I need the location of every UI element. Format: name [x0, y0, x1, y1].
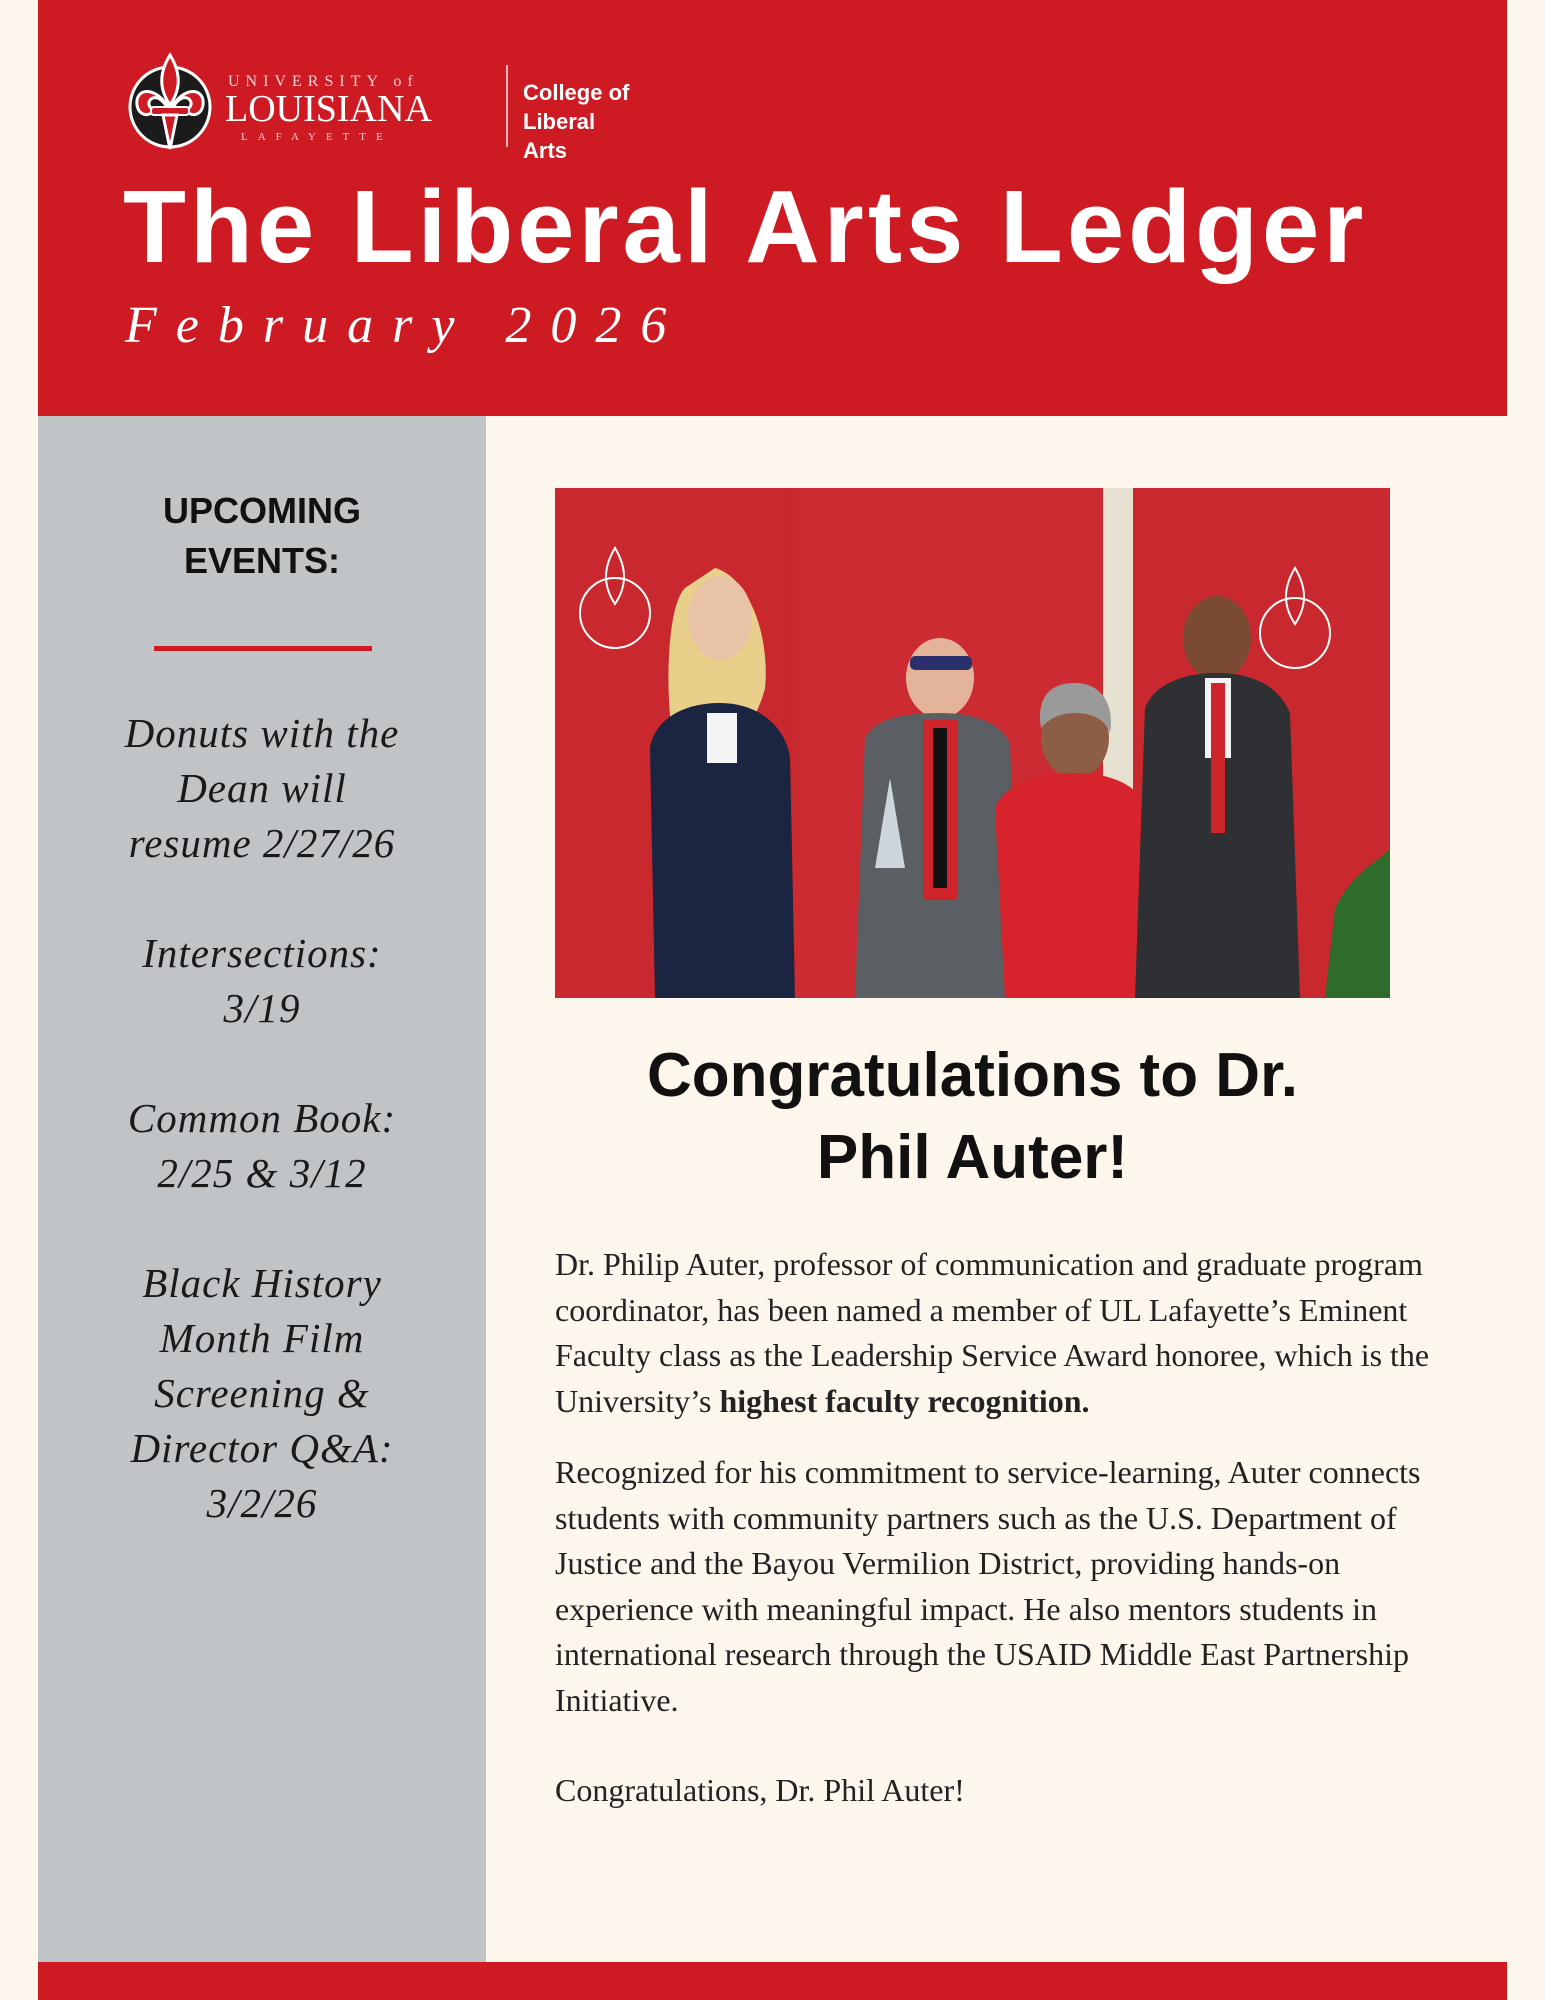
- upcoming-events-sidebar: [38, 416, 486, 1962]
- college-line-1: College of: [523, 80, 630, 105]
- event-line: 3/2/26: [206, 1480, 318, 1526]
- masthead: [38, 0, 1507, 416]
- paragraph-text: Dr. Philip Auter, professor of communication and graduate program coordinator, has been named a member of UL Lafayette’s Eminent Faculty class as the Leadership Service Award honoree, which is the University’s: [555, 1246, 1430, 1419]
- fleur-de-lis-icon: [123, 45, 218, 157]
- event-line: 2/25 & 3/12: [157, 1150, 367, 1196]
- event-item: [38, 926, 486, 1036]
- event-line: 3/19: [223, 985, 301, 1031]
- event-line: Dean will: [177, 765, 347, 811]
- paragraph-bold-text: highest faculty recognition.: [719, 1382, 1090, 1419]
- event-line: Month Film: [159, 1315, 365, 1361]
- logo-university-top: UNIVERSITY of: [228, 73, 419, 90]
- award-photo-illustration: [555, 488, 1390, 998]
- event-item: [38, 1091, 486, 1201]
- logo-college: [523, 78, 643, 165]
- college-line-2: Liberal Arts: [523, 109, 596, 163]
- logo-divider: [506, 65, 508, 147]
- event-item: [38, 1256, 486, 1531]
- footer-bar: [38, 1962, 1507, 2000]
- event-line: Donuts with the: [124, 710, 400, 756]
- event-line: Director Q&A:: [130, 1425, 394, 1471]
- event-line: Black History: [142, 1260, 382, 1306]
- article-title: [555, 1035, 1390, 1199]
- article-paragraph-2: Recognized for his commitment to service-learning, Auter connects students with community partners such as the U.S. Department of Justice and the Bayou Vermilion District, providing hands-on experience with meaningful impact. He also mentors students in international research through the USAID Middle East Partnership Initiative.: [555, 1454, 1421, 1718]
- event-item: [38, 706, 486, 871]
- events-heading-line-2: EVENTS:: [183, 540, 341, 581]
- event-line: Intersections:: [142, 930, 382, 976]
- university-logo[interactable]: [123, 45, 643, 163]
- article-closing: Congratulations, Dr. Phil Auter!: [555, 1772, 965, 1808]
- events-heading: [38, 486, 486, 586]
- article-title-line-1: Congratulations to Dr.: [647, 1041, 1298, 1110]
- event-list: [38, 706, 486, 1586]
- events-heading-line-1: UPCOMING: [163, 490, 361, 531]
- event-line: Common Book:: [127, 1095, 397, 1141]
- events-divider: [154, 646, 372, 651]
- logo-university-bottom: LAFAYETTE: [241, 131, 393, 143]
- article-body: [555, 1242, 1455, 1840]
- logo-university-name: LOUISIANA: [225, 88, 432, 130]
- newsletter-title: The Liberal Arts Ledger: [123, 169, 1368, 284]
- award-photo: [555, 488, 1390, 998]
- issue-date: February 2026: [125, 297, 686, 354]
- event-line: Screening &: [154, 1370, 370, 1416]
- event-line: resume 2/27/26: [128, 820, 396, 866]
- article-title-line-2: Phil Auter!: [816, 1123, 1129, 1192]
- article-paragraph-1: [555, 1242, 1455, 1424]
